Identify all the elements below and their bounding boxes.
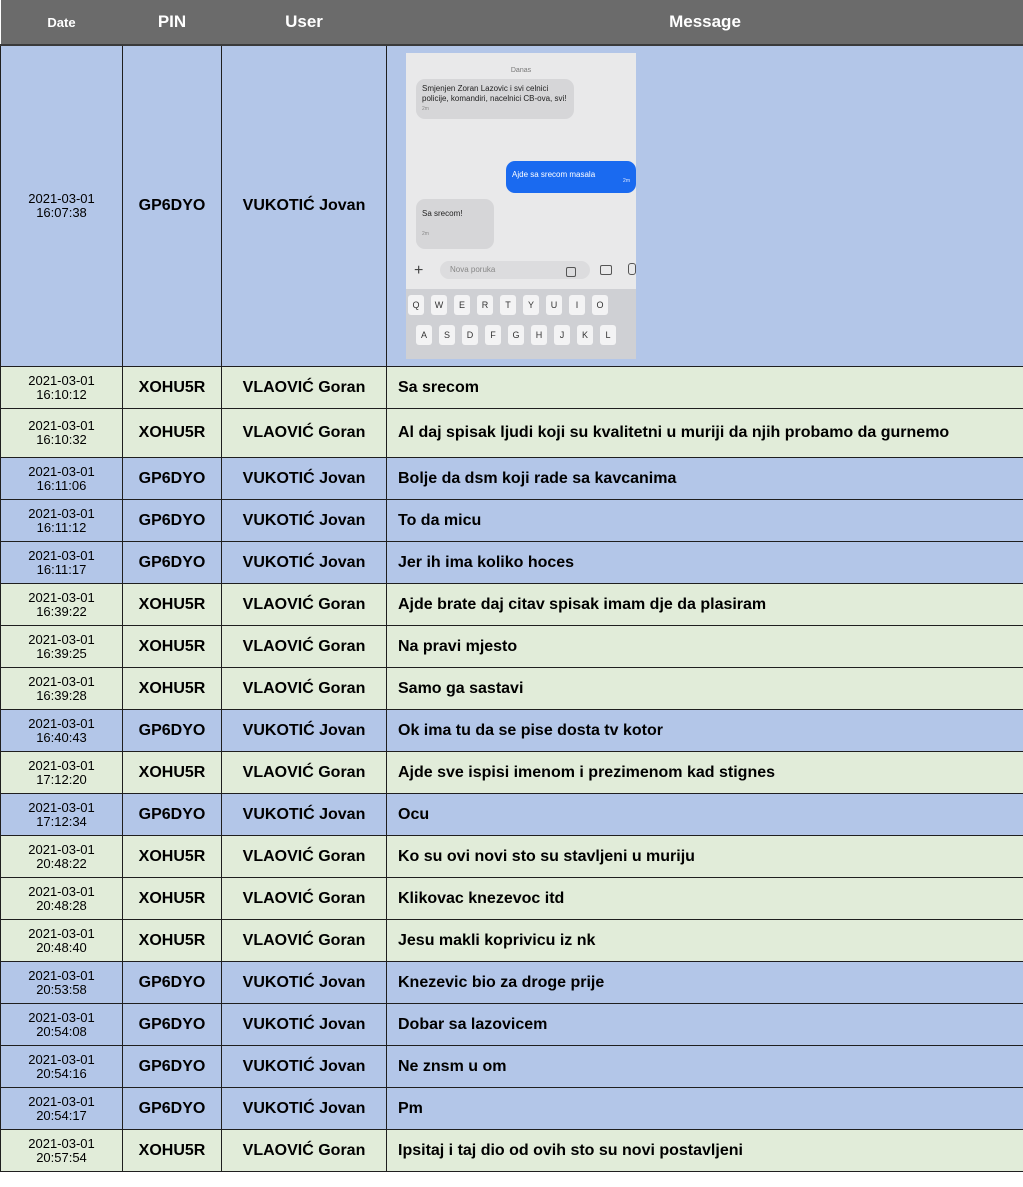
- message-cell: Pm: [387, 1088, 1023, 1130]
- table-row: [1, 367, 1023, 409]
- date-value: 2021-03-01: [28, 1051, 95, 1067]
- user-cell: VUKOTIĆ Jovan: [222, 710, 387, 752]
- date-value: 2021-03-01: [28, 925, 95, 941]
- message-input: Nova poruka: [440, 261, 590, 279]
- user-cell: VUKOTIĆ Jovan: [222, 1004, 387, 1046]
- time-value: 20:54:08: [36, 1023, 87, 1039]
- date-value: 2021-03-01: [28, 841, 95, 857]
- date-cell: [1, 500, 123, 542]
- bubble-text: Ajde sa srecom masala: [512, 170, 596, 179]
- message-cell: Ipsitaj i taj dio od ovih sto su novi postavljeni: [387, 1130, 1023, 1172]
- user-cell: VLAOVIĆ Goran: [222, 584, 387, 626]
- message-cell: Ajde sve ispisi imenom i prezimenom kad stignes: [387, 752, 1023, 794]
- date-cell: [1, 836, 123, 878]
- keyboard-key: L: [600, 325, 616, 345]
- user-cell: VLAOVIĆ Goran: [222, 920, 387, 962]
- incoming-bubble: [416, 79, 574, 119]
- table-row: [1, 836, 1023, 878]
- user-cell: VLAOVIĆ Goran: [222, 626, 387, 668]
- date-value: 2021-03-01: [28, 631, 95, 647]
- table-row: [1, 409, 1023, 458]
- date-value: 2021-03-01: [28, 191, 95, 206]
- date-value: 2021-03-01: [28, 673, 95, 689]
- time-value: 20:48:22: [36, 855, 87, 871]
- pin-cell: GP6DYO: [123, 45, 222, 367]
- keyboard-key: E: [454, 295, 470, 315]
- message-cell: Ok ima tu da se pise dosta tv kotor: [387, 710, 1023, 752]
- keyboard-key: A: [416, 325, 432, 345]
- table-row: [1, 458, 1023, 500]
- table-row: [1, 962, 1023, 1004]
- message-cell: Klikovac knezevoc itd: [387, 878, 1023, 920]
- date-value: 2021-03-01: [28, 1093, 95, 1109]
- pin-cell: GP6DYO: [123, 962, 222, 1004]
- table-row: [1, 710, 1023, 752]
- keyboard-key: U: [546, 295, 562, 315]
- date-cell: [1, 458, 123, 500]
- bubble-text: Smjenjen Zoran Lazovic i svi celnici policije, komandiri, nacelnici CB-ova, svi!: [422, 84, 567, 103]
- message-cell: Sa srecom: [387, 367, 1023, 409]
- message-cell: Al daj spisak ljudi koji su kvalitetni u muriji da njih probamo da gurnemo: [387, 409, 1023, 458]
- date-cell: [1, 626, 123, 668]
- date-value: 2021-03-01: [28, 715, 95, 731]
- time-value: 20:57:54: [36, 1149, 87, 1165]
- date-cell: [1, 367, 123, 409]
- date-value: 2021-03-01: [28, 883, 95, 899]
- date-cell: [1, 1088, 123, 1130]
- header-pin: PIN: [123, 0, 222, 45]
- date-cell: [1, 45, 123, 367]
- date-cell: [1, 542, 123, 584]
- user-cell: VLAOVIĆ Goran: [222, 752, 387, 794]
- user-cell: VUKOTIĆ Jovan: [222, 1046, 387, 1088]
- date-cell: [1, 1004, 123, 1046]
- pin-cell: GP6DYO: [123, 542, 222, 584]
- date-value: 2021-03-01: [28, 372, 95, 388]
- pin-cell: GP6DYO: [123, 1046, 222, 1088]
- keyboard-key: Y: [523, 295, 539, 315]
- date-cell: [1, 878, 123, 920]
- microphone-icon: [628, 263, 636, 275]
- time-value: 16:11:12: [36, 519, 87, 535]
- table-row: [1, 584, 1023, 626]
- date-cell: [1, 920, 123, 962]
- user-cell: VUKOTIĆ Jovan: [222, 794, 387, 836]
- user-cell: VLAOVIĆ Goran: [222, 836, 387, 878]
- table-row: [1, 1004, 1023, 1046]
- time-value: 17:12:20: [36, 771, 87, 787]
- sticker-icon: [566, 267, 576, 277]
- time-value: 16:39:28: [36, 687, 87, 703]
- keyboard-key: G: [508, 325, 524, 345]
- table-row: [1, 542, 1023, 584]
- outgoing-bubble: [506, 161, 636, 193]
- table-row: [1, 500, 1023, 542]
- user-cell: VLAOVIĆ Goran: [222, 409, 387, 458]
- keyboard: [406, 289, 636, 359]
- pin-cell: GP6DYO: [123, 1004, 222, 1046]
- message-cell: Dobar sa lazovicem: [387, 1004, 1023, 1046]
- table-row: [1, 626, 1023, 668]
- user-cell: VLAOVIĆ Goran: [222, 668, 387, 710]
- incoming-bubble: [416, 199, 494, 249]
- day-label: Danas: [510, 67, 532, 74]
- pin-cell: GP6DYO: [123, 794, 222, 836]
- keyboard-key: K: [577, 325, 593, 345]
- keyboard-key: W: [431, 295, 447, 315]
- user-cell: VLAOVIĆ Goran: [222, 1130, 387, 1172]
- plus-icon: +: [414, 262, 424, 279]
- time-value: 20:53:58: [36, 981, 87, 997]
- pin-cell: XOHU5R: [123, 668, 222, 710]
- date-value: 2021-03-01: [28, 463, 95, 479]
- date-value: 2021-03-01: [28, 967, 95, 983]
- keyboard-row: [406, 295, 636, 317]
- table-row: [1, 1130, 1023, 1172]
- pin-cell: GP6DYO: [123, 500, 222, 542]
- header-date: Date: [1, 0, 123, 45]
- table-row: [1, 752, 1023, 794]
- table-row: [1, 794, 1023, 836]
- message-cell: Jer ih ima koliko hoces: [387, 542, 1023, 584]
- date-value: 2021-03-01: [28, 418, 95, 433]
- table-row: [1, 668, 1023, 710]
- attached-phone-screenshot[interactable]: [406, 53, 636, 359]
- time-value: 20:54:16: [36, 1065, 87, 1081]
- table-row: [1, 878, 1023, 920]
- date-value: 2021-03-01: [28, 757, 95, 773]
- bubble-time: 2m: [422, 106, 429, 112]
- keyboard-key: S: [439, 325, 455, 345]
- message-cell: Knezevic bio za droge prije: [387, 962, 1023, 1004]
- pin-cell: XOHU5R: [123, 367, 222, 409]
- table-row: [1, 920, 1023, 962]
- message-cell: Samo ga sastavi: [387, 668, 1023, 710]
- keyboard-key: F: [485, 325, 501, 345]
- pin-cell: XOHU5R: [123, 626, 222, 668]
- time-value: 16:39:22: [36, 603, 87, 619]
- time-value: 16:39:25: [36, 645, 87, 661]
- date-value: 2021-03-01: [28, 1009, 95, 1025]
- keyboard-key: D: [462, 325, 478, 345]
- date-cell: [1, 710, 123, 752]
- pin-cell: XOHU5R: [123, 409, 222, 458]
- date-cell: [1, 584, 123, 626]
- time-value: 16:07:38: [36, 205, 87, 220]
- user-cell: VUKOTIĆ Jovan: [222, 458, 387, 500]
- message-cell: [387, 45, 1023, 367]
- keyboard-key: R: [477, 295, 493, 315]
- date-cell: [1, 752, 123, 794]
- date-cell: [1, 1130, 123, 1172]
- time-value: 16:40:43: [36, 729, 87, 745]
- time-value: 16:11:17: [36, 561, 87, 577]
- user-cell: VUKOTIĆ Jovan: [222, 962, 387, 1004]
- pin-cell: XOHU5R: [123, 836, 222, 878]
- user-cell: VUKOTIĆ Jovan: [222, 500, 387, 542]
- time-value: 17:12:34: [36, 813, 87, 829]
- user-cell: VLAOVIĆ Goran: [222, 878, 387, 920]
- message-cell: Ocu: [387, 794, 1023, 836]
- keyboard-key: O: [592, 295, 608, 315]
- keyboard-key: I: [569, 295, 585, 315]
- bubble-time: 2m: [623, 178, 630, 184]
- date-value: 2021-03-01: [28, 589, 95, 605]
- header-row: [1, 0, 1023, 45]
- pin-cell: GP6DYO: [123, 1088, 222, 1130]
- table-row: [1, 1046, 1023, 1088]
- message-cell: To da micu: [387, 500, 1023, 542]
- keyboard-key: Q: [408, 295, 424, 315]
- pin-cell: XOHU5R: [123, 878, 222, 920]
- message-cell: Jesu makli koprivicu iz nk: [387, 920, 1023, 962]
- header-message: Message: [387, 0, 1023, 45]
- camera-icon: [600, 265, 612, 275]
- message-cell: Na pravi mjesto: [387, 626, 1023, 668]
- bubble-time: 2m: [422, 231, 429, 237]
- time-value: 20:48:40: [36, 939, 87, 955]
- user-cell: VLAOVIĆ Goran: [222, 367, 387, 409]
- keyboard-key: H: [531, 325, 547, 345]
- date-cell: [1, 962, 123, 1004]
- table-row: [1, 45, 1023, 367]
- pin-cell: XOHU5R: [123, 752, 222, 794]
- keyboard-key: T: [500, 295, 516, 315]
- message-cell: Ko su ovi novi sto su stavljeni u muriju: [387, 836, 1023, 878]
- time-value: 20:48:28: [36, 897, 87, 913]
- message-cell: Bolje da dsm koji rade sa kavcanima: [387, 458, 1023, 500]
- user-cell: VUKOTIĆ Jovan: [222, 542, 387, 584]
- time-value: 16:10:12: [36, 386, 87, 402]
- keyboard-row: [406, 325, 636, 347]
- header-user: User: [222, 0, 387, 45]
- table-row: [1, 1088, 1023, 1130]
- pin-cell: GP6DYO: [123, 458, 222, 500]
- time-value: 16:11:06: [36, 477, 87, 493]
- pin-cell: XOHU5R: [123, 920, 222, 962]
- date-value: 2021-03-01: [28, 547, 95, 563]
- pin-cell: XOHU5R: [123, 1130, 222, 1172]
- date-cell: [1, 1046, 123, 1088]
- pin-cell: XOHU5R: [123, 584, 222, 626]
- date-cell: [1, 668, 123, 710]
- time-value: 20:54:17: [36, 1107, 87, 1123]
- date-value: 2021-03-01: [28, 799, 95, 815]
- date-value: 2021-03-01: [28, 1135, 95, 1151]
- user-cell: VUKOTIĆ Jovan: [222, 1088, 387, 1130]
- pin-cell: GP6DYO: [123, 710, 222, 752]
- keyboard-key: J: [554, 325, 570, 345]
- date-value: 2021-03-01: [28, 505, 95, 521]
- bubble-text: Sa srecom!: [422, 209, 463, 218]
- user-cell: VUKOTIĆ Jovan: [222, 45, 387, 367]
- message-cell: Ajde brate daj citav spisak imam dje da plasiram: [387, 584, 1023, 626]
- date-cell: [1, 794, 123, 836]
- time-value: 16:10:32: [36, 432, 87, 447]
- message-composer: [406, 257, 636, 283]
- message-cell: Ne znsm u om: [387, 1046, 1023, 1088]
- date-cell: [1, 409, 123, 458]
